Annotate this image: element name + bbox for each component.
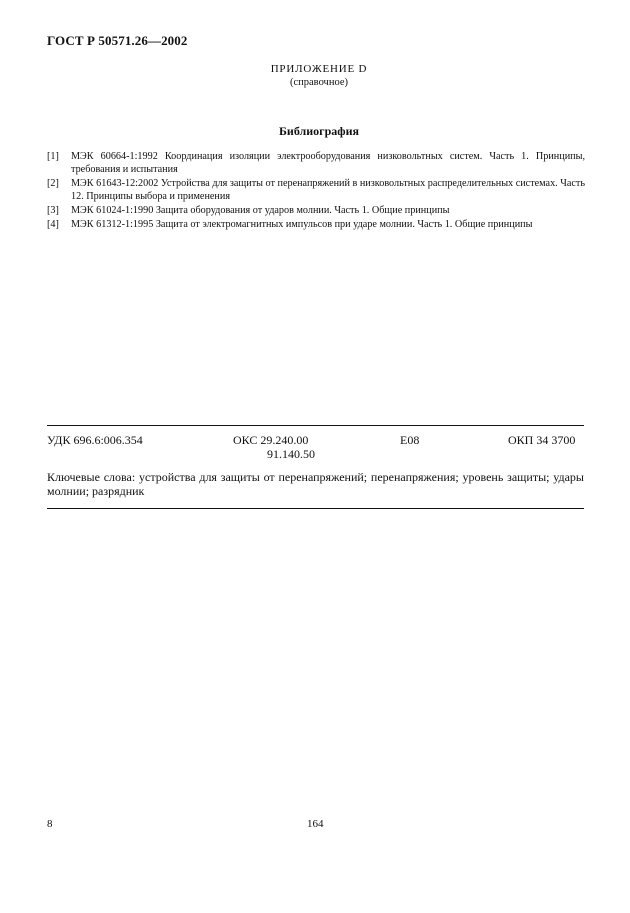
divider-top	[47, 425, 584, 426]
reference-text: МЭК 61024-1:1990 Защита оборудования от ударов молнии. Часть 1. Общие принципы	[71, 205, 450, 216]
reference-text: МЭК 61312-1:1995 Защита от электромагнитных импульсов при ударе молнии. Часть 1. Общие принципы	[71, 219, 533, 230]
page-number-left: 8	[47, 818, 53, 830]
keywords-text: Ключевые слова: устройства для защиты от перенапряжений; перенапряжения; уровень защиты; удары молнии; разрядник	[47, 470, 584, 498]
oks-code-secondary: 91.140.50	[267, 447, 315, 461]
bibliography-item	[47, 204, 585, 217]
oks-code: ОКС 29.240.00	[233, 433, 309, 447]
bibliography-list	[47, 150, 585, 232]
reference-text: МЭК 61643-12:2002 Устройства для защиты от перенапряжений в низковольтных распределительных системах. Часть 12. Принципы выбора и применения	[71, 178, 586, 202]
reference-number: [3]	[47, 205, 59, 216]
bibliography-item	[47, 150, 585, 176]
group-code: E08	[400, 433, 420, 447]
bibliography-heading: Библиография	[278, 124, 360, 138]
reference-number: [4]	[47, 219, 59, 230]
udk-code: УДК 696.6:006.354	[47, 433, 143, 447]
reference-text: МЭК 60664-1:1992 Координация изоляции электрооборудования низковольтных систем. Часть 1. Принципы, требования и испытания	[71, 151, 585, 175]
appendix-title: ПРИЛОЖЕНИЕ D	[270, 63, 368, 75]
bibliography-item	[47, 177, 585, 203]
reference-number: [2]	[47, 178, 59, 189]
okp-code: ОКП 34 3700	[508, 433, 576, 447]
bibliography-item	[47, 218, 585, 231]
page-number-center: 164	[307, 818, 324, 830]
document-header: ГОСТ Р 50571.26—2002	[47, 33, 188, 48]
reference-number: [1]	[47, 151, 59, 162]
appendix-subtitle: (справочное)	[290, 77, 348, 88]
divider-bottom	[47, 508, 584, 509]
